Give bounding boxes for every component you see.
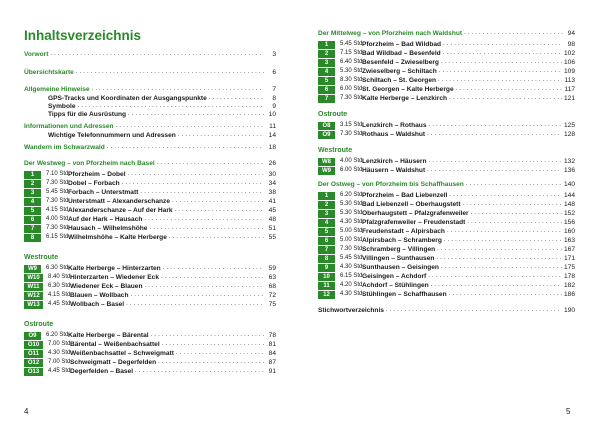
toc-entry-label: Der Mittelweg – von Pforzheim nach Waldshut [318, 30, 463, 37]
toc-entry-label: Übersichtskarte [24, 69, 74, 76]
stage-label-group [24, 340, 160, 349]
leader-dots [466, 179, 562, 189]
stage-label-group [318, 40, 441, 49]
toc-entry-page: 7 [272, 86, 276, 93]
stage-duration: 7.00 Std. [48, 359, 73, 365]
stage-route: Alpirsbach – Schramberg [362, 237, 442, 244]
stage-label-group [24, 170, 126, 179]
stage-number-badge: 7 [318, 246, 335, 254]
stage-label-group [318, 76, 436, 85]
stage-page: 48 [268, 216, 276, 223]
stage-page: 125 [563, 122, 575, 129]
stage-route: Bad Liebenzell – Oberhaugstett [362, 201, 461, 208]
stage-route: Lenzkirch – Häusern [362, 158, 427, 165]
stage-duration: 4.30 Std. [340, 291, 365, 297]
leader-dots [128, 109, 264, 119]
stage-page: 30 [268, 171, 276, 178]
stage-route: Blauen – Wollbach [70, 292, 129, 299]
stage-duration: 6.15 Std. [340, 273, 365, 279]
toc-entry-page: 18 [268, 144, 276, 151]
stage-number-badge: O9 [318, 131, 335, 139]
stage-route: Pforzheim – Dobel [68, 171, 126, 178]
stage-route: Oberhaugstett – Pfalzgrafenweiler [362, 210, 469, 217]
stage-number-badge: W12 [24, 292, 43, 300]
stage-route: Wilhelmshöhe – Kalte Herberge [68, 234, 167, 241]
stage-duration: 5.45 Std. [340, 41, 365, 47]
leader-dots [464, 28, 563, 38]
toc-entry-label: Symbole [48, 103, 76, 110]
stage-number-badge: W9 [318, 167, 335, 175]
stage-number-badge: 3 [24, 189, 41, 197]
stage-label-group [318, 166, 425, 175]
leader-dots [427, 129, 562, 139]
right-page [300, 0, 600, 428]
toc-entry-page: 190 [563, 307, 575, 314]
stage-route: Stühlingen – Schaffhausen [362, 291, 447, 298]
leader-dots [449, 289, 562, 299]
toc-entry[interactable] [24, 50, 276, 59]
stage-label-group [318, 227, 445, 236]
stage-page: 59 [268, 265, 276, 272]
stage-duration: 6.15 Std. [46, 234, 71, 240]
stage-label-group [318, 236, 442, 245]
stage-page: 98 [567, 41, 575, 48]
leader-dots [76, 67, 264, 77]
stage-label-group [318, 290, 447, 299]
stage-number-badge: 12 [318, 291, 335, 299]
stage-label-group [24, 367, 133, 376]
stage-page: 186 [563, 291, 575, 298]
stage-number-badge: 6 [318, 86, 335, 94]
stage-page: 81 [268, 341, 276, 348]
stage-number-badge: 6 [24, 216, 41, 224]
stage-page: 175 [563, 264, 575, 271]
stage-route: Wollbach – Basel [70, 301, 125, 308]
stage-duration: 3.15 Std. [340, 122, 365, 128]
leader-dots [126, 299, 264, 309]
stage-entry[interactable] [24, 233, 276, 242]
stage-label-group [24, 179, 120, 188]
toc-entry-label: Der Westweg – von Pforzheim nach Basel [24, 160, 155, 167]
stage-page: 113 [564, 77, 575, 84]
stage-page: 102 [563, 50, 575, 57]
stage-duration: 6.30 Std. [48, 283, 73, 289]
toc-entry-label: Allgemeine Hinweise [24, 86, 90, 93]
stage-page: 45 [268, 207, 276, 214]
stage-number-badge: O13 [24, 368, 43, 376]
stage-label-group [24, 282, 143, 291]
toc-entry-label: Tipps für die Ausrüstung [48, 111, 127, 118]
stage-page: 163 [563, 237, 575, 244]
stage-number-badge: 10 [318, 273, 335, 281]
stage-label-group [318, 130, 425, 139]
toc-entry-page: 3 [272, 51, 276, 58]
stage-label-group [318, 191, 447, 200]
stage-number-badge: 4 [318, 68, 335, 76]
stage-route: Schiltach – St. Georgen [362, 77, 437, 84]
stage-duration: 7.10 Std. [46, 171, 71, 177]
stage-label-group [24, 273, 159, 282]
stage-label-group [318, 218, 465, 227]
stage-number-badge: 5 [318, 228, 335, 236]
stage-page: 34 [268, 180, 276, 187]
stage-number-badge: 4 [24, 198, 41, 206]
stage-number-badge: W8 [318, 158, 335, 166]
stage-label-group [318, 209, 469, 218]
stage-duration: 5.00 Std. [340, 237, 365, 243]
stage-label-group [318, 85, 454, 94]
stage-label-group [318, 263, 439, 272]
section-heading: Westroute [24, 254, 59, 261]
stage-duration: 4.30 Std. [340, 264, 365, 270]
toc-entry-label: Informationen und Adressen [24, 123, 114, 130]
stage-page: 55 [268, 234, 276, 241]
stage-route: Zwieselberg – Schiltach [362, 68, 437, 75]
stage-route: Unterstmatt – Alexanderschanze [68, 198, 170, 205]
stage-route: St. Georgen – Kalte Herberge [362, 86, 454, 93]
stage-number-badge: 11 [318, 282, 335, 290]
stage-route: Pforzheim – Bad Liebenzell [362, 192, 448, 199]
stage-duration: 4.15 Std. [48, 292, 73, 298]
page-number-right: 5 [566, 407, 571, 416]
toc-entry[interactable] [318, 180, 575, 189]
stage-label-group [318, 272, 426, 281]
toc-entry[interactable] [24, 110, 276, 119]
stage-label-group [24, 291, 129, 300]
stage-page: 128 [563, 131, 575, 138]
stage-duration: 4.00 Std. [46, 216, 71, 222]
toc-entry-label: Der Ostweg – von Pforzheim bis Schaffhausen [318, 181, 464, 188]
stage-route: Schweigmatt – Degerfelden [70, 359, 157, 366]
stage-number-badge: 5 [318, 77, 335, 85]
stage-duration: 8.40 Std. [48, 274, 73, 280]
stage-page: 121 [563, 95, 575, 102]
stage-page: 167 [563, 246, 575, 253]
stage-page: 117 [564, 86, 575, 93]
toc-entry-page: 9 [272, 103, 276, 110]
stage-label-group [24, 264, 161, 273]
stage-route: Dobel – Forbach [68, 180, 120, 187]
stage-route: Häusern – Waldshut [362, 167, 426, 174]
stage-route: Wiedener Eck – Blauen [70, 283, 143, 290]
stage-duration: 5.30 Std. [340, 201, 365, 207]
stage-duration: 6.00 Std. [340, 86, 365, 92]
stage-page: 156 [563, 219, 575, 226]
stage-label-group [24, 197, 170, 206]
stage-route: Bad Wildbad – Besenfeld [362, 50, 441, 57]
toc-entry-page: 10 [268, 111, 276, 118]
stage-route: Besenfeld – Zwieselberg [362, 59, 439, 66]
toc-entry-page: 11 [269, 123, 276, 130]
stage-entry[interactable] [24, 367, 276, 376]
stage-page: 109 [563, 68, 575, 75]
stage-route: Hinterzarten – Wiedener Eck [70, 274, 159, 281]
leader-dots [135, 366, 264, 376]
stage-duration: 4.45 Std. [48, 368, 73, 374]
stage-entry[interactable] [24, 300, 276, 309]
stage-page: 182 [563, 282, 575, 289]
toc-entry-page: 94 [567, 30, 575, 37]
stage-page: 91 [268, 368, 276, 375]
stage-route: Alexanderschanze – Auf der Hark [68, 207, 173, 214]
toc-entry-label: Stichwortverzeichnis [318, 307, 384, 314]
stage-duration: 5.45 Std. [46, 189, 71, 195]
stage-number-badge: W11 [24, 283, 43, 291]
stage-duration: 7.30 Std. [340, 95, 365, 101]
stage-label-group [24, 300, 124, 309]
stage-route: Villingen – Sunthausen [362, 255, 435, 262]
toc-entry[interactable] [24, 131, 276, 140]
toc-entry[interactable] [24, 68, 276, 77]
stage-label-group [318, 254, 434, 263]
stage-number-badge: 1 [24, 171, 41, 179]
stage-label-group [318, 67, 437, 76]
stage-duration: 6.20 Std. [46, 332, 71, 338]
stage-route: Bärental – Weißenbachsattel [70, 341, 160, 348]
stage-page: 152 [563, 210, 575, 217]
leader-dots [449, 93, 562, 103]
stage-page: 68 [268, 283, 276, 290]
stage-route: Sunthausen – Geisingen [362, 264, 439, 271]
stage-page: 171 [563, 255, 575, 262]
stage-duration: 5.00 Std. [340, 228, 365, 234]
stage-route: Weißenbachsattel – Schweigmatt [70, 350, 174, 357]
stage-page: 132 [563, 158, 575, 165]
toc-entry-label: Wandern im Schwarzwald [24, 144, 105, 151]
stage-entry[interactable] [318, 166, 575, 175]
stage-label-group [318, 245, 435, 254]
section-heading: Ostroute [24, 321, 54, 328]
stage-entry[interactable] [318, 94, 575, 103]
stage-duration: 7.00 Std. [48, 341, 73, 347]
stage-label-group [24, 215, 142, 224]
stage-duration: 8.30 Std. [340, 77, 365, 83]
stage-entry[interactable] [318, 130, 575, 139]
toc-entry[interactable] [24, 143, 276, 152]
leader-dots [386, 305, 562, 315]
stage-duration: 7.30 Std. [340, 246, 365, 252]
page-number-left: 4 [24, 407, 29, 416]
stage-duration: 7.30 Std. [46, 198, 71, 204]
stage-page: 148 [563, 201, 575, 208]
stage-page: 75 [268, 301, 276, 308]
stage-route: Schramberg – Villingen [362, 246, 436, 253]
stage-route: Kalte Herberge – Bärental [68, 332, 149, 339]
stage-number-badge: O10 [24, 341, 43, 349]
stage-label-group [24, 233, 167, 242]
stage-number-badge: O8 [318, 122, 335, 130]
leader-dots [178, 130, 264, 140]
stage-label-group [318, 200, 461, 209]
stage-number-badge: 2 [318, 201, 335, 209]
stage-label-group [318, 157, 427, 166]
stage-number-badge: 3 [318, 59, 335, 67]
toc-entry-page: 14 [268, 132, 276, 139]
stage-page: 106 [563, 59, 575, 66]
toc-entry-page: 26 [268, 160, 276, 167]
stage-duration: 7.30 Std. [46, 180, 71, 186]
stage-page: 78 [268, 332, 276, 339]
toc-entry-label: GPS-Tracks und Koordinaten der Ausgangspunkte [48, 95, 207, 102]
stage-label-group [24, 331, 149, 340]
stage-entry[interactable] [318, 290, 575, 299]
stage-duration: 6.20 Std. [340, 192, 365, 198]
stage-route: Pfalzgrafenweiler – Freudenstadt [362, 219, 466, 226]
stage-duration: 7.15 Std. [340, 50, 365, 56]
toc-entry[interactable] [318, 306, 575, 315]
stage-duration: 6.00 Std. [340, 167, 365, 173]
stage-number-badge: W9 [24, 265, 41, 273]
stage-duration: 4.45 Std. [48, 301, 73, 307]
stage-label-group [24, 224, 147, 233]
stage-route: Forbach – Unterstmatt [68, 189, 139, 196]
section-heading: Westroute [318, 147, 353, 154]
leader-dots [427, 165, 562, 175]
stage-duration: 5.30 Std. [340, 210, 365, 216]
toc-entry-page: 8 [272, 95, 276, 102]
stage-label-group [318, 121, 427, 130]
stage-number-badge: 5 [24, 207, 41, 215]
toc-entry-page: 6 [272, 69, 276, 76]
stage-number-badge: 8 [318, 255, 335, 263]
stage-number-badge: W13 [24, 301, 43, 309]
stage-label-group [318, 49, 441, 58]
stage-number-badge: 2 [24, 180, 41, 188]
section-heading: Ostroute [318, 111, 348, 118]
toc-entry[interactable] [318, 29, 575, 38]
stage-number-badge: 4 [318, 219, 335, 227]
stage-page: 87 [268, 359, 276, 366]
stage-page: 178 [563, 273, 575, 280]
stage-number-badge: O9 [24, 332, 41, 340]
stage-page: 84 [268, 350, 276, 357]
stage-route: Kalte Herberge – Lenzkirch [362, 95, 448, 102]
stage-label-group [318, 281, 429, 290]
stage-number-badge: 1 [318, 41, 335, 49]
toc-entry[interactable] [24, 159, 276, 168]
leader-dots [107, 142, 264, 152]
stage-label-group [318, 58, 439, 67]
stage-page: 72 [268, 292, 276, 299]
stage-label-group [24, 349, 174, 358]
stage-number-badge: W10 [24, 274, 43, 282]
stage-page: 136 [563, 167, 575, 174]
stage-route: Auf der Hark – Hausach [68, 216, 143, 223]
stage-label-group [318, 94, 447, 103]
toc-entry-page: 140 [563, 181, 575, 188]
stage-page: 51 [268, 225, 276, 232]
stage-duration: 4.00 Std. [340, 158, 365, 164]
stage-duration: 5.30 Std. [340, 68, 365, 74]
leader-dots [169, 232, 264, 242]
stage-number-badge: 8 [24, 234, 41, 242]
leader-dots [157, 158, 264, 168]
stage-page: 160 [563, 228, 575, 235]
stage-route: Geisingen – Achdorf [362, 273, 427, 280]
stage-route: Kalte Herberge – Hinterzarten [68, 265, 161, 272]
stage-duration: 4.20 Std. [340, 282, 365, 288]
stage-duration: 7.30 Std. [340, 131, 365, 137]
stage-number-badge: O12 [24, 359, 43, 367]
stage-duration: 4.30 Std. [340, 219, 365, 225]
stage-duration: 4.15 Std. [46, 207, 71, 213]
stage-route: Lenzkirch – Rothaus [362, 122, 427, 129]
stage-number-badge: 9 [318, 264, 335, 272]
toc-entry-label: Vorwort [24, 51, 49, 58]
stage-page: 63 [268, 274, 276, 281]
stage-duration: 7.30 Std. [46, 225, 71, 231]
stage-page: 41 [268, 198, 276, 205]
stage-number-badge: 3 [318, 210, 335, 218]
stage-duration: 4.30 Std. [48, 350, 73, 356]
toc-entry-label: Wichtige Telefonnummern und Adressen [48, 132, 176, 139]
stage-number-badge: 1 [318, 192, 335, 200]
stage-route: Degerfelden – Basel [70, 368, 134, 375]
stage-label-group [24, 188, 138, 197]
stage-number-badge: O11 [24, 350, 43, 358]
page-title: Inhaltsverzeichnis [24, 28, 142, 43]
stage-number-badge: 6 [318, 237, 335, 245]
stage-page: 144 [563, 192, 575, 199]
stage-route: Pforzheim – Bad Wildbad [362, 41, 442, 48]
stage-route: Hausach – Wilhelmshöhe [68, 225, 148, 232]
stage-number-badge: 7 [24, 225, 41, 233]
stage-route: Freudenstadt – Alpirsbach [362, 228, 445, 235]
stage-number-badge: 7 [318, 95, 335, 103]
leader-dots [50, 49, 264, 59]
stage-route: Achdorf – Stühlingen [362, 282, 429, 289]
stage-duration: 6.30 Std. [46, 265, 71, 271]
stage-duration: 5.45 Std. [340, 255, 365, 261]
stage-route: Rothaus – Waldshut [362, 131, 426, 138]
stage-duration: 6.40 Std. [340, 59, 365, 65]
stage-page: 38 [268, 189, 276, 196]
stage-number-badge: 2 [318, 50, 335, 58]
